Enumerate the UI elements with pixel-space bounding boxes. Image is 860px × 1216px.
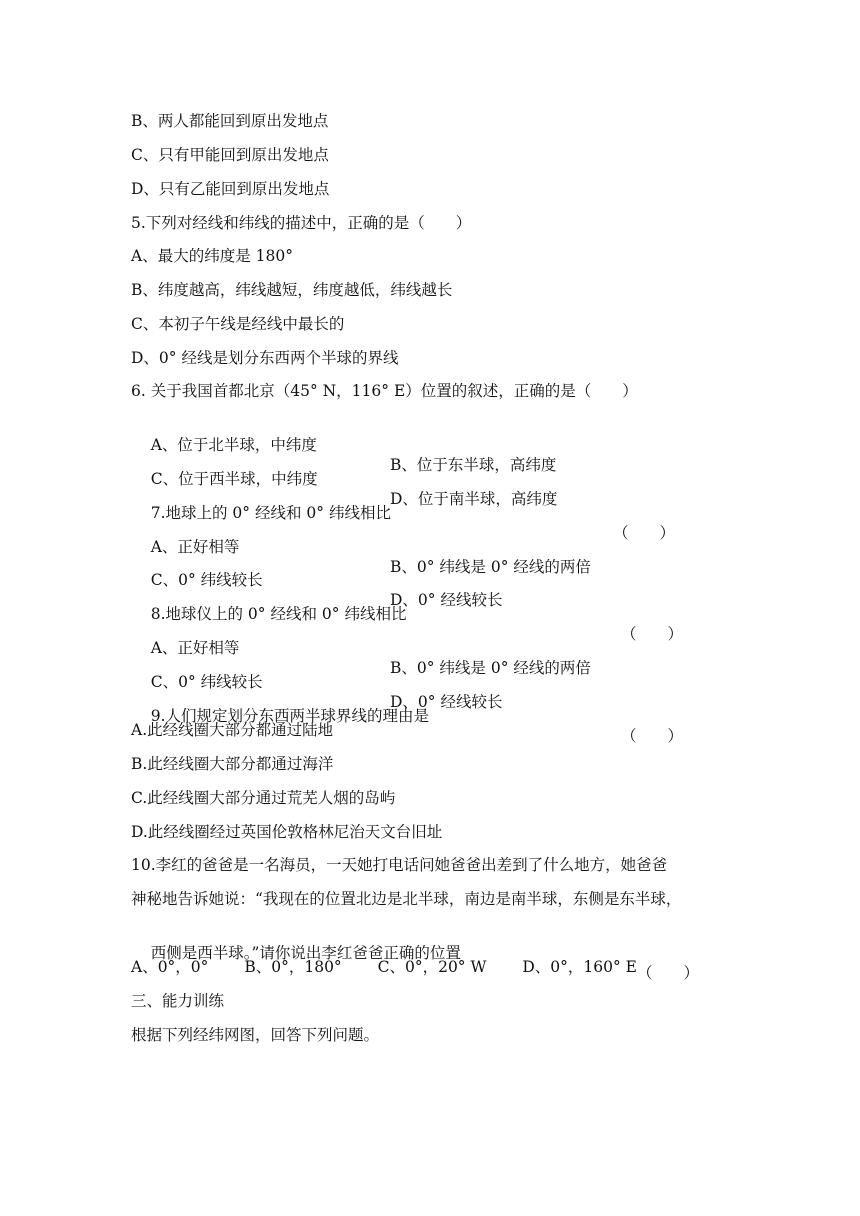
q9-option-a: A.此经线圈大部分都通过陆地	[131, 721, 334, 739]
q8-option-c: C、0° 纬线较长	[150, 673, 263, 691]
q9-option-c: C.此经线圈大部分通过荒芜人烟的岛屿	[131, 789, 396, 807]
q4-option-b: B、两人都能回到原出发地点	[131, 112, 329, 130]
q5-option-c: C、本初子午线是经线中最长的	[131, 315, 345, 333]
question-10-line-1: 10.李红的爸爸是一名海员，一天她打电话问她爸爸出差到了什么地方，她爸爸	[131, 856, 668, 874]
section-3-heading: 三、能力训练	[131, 992, 225, 1010]
section-3-intro: 根据下列经纬网图，回答下列问题。	[131, 1026, 380, 1044]
question-6: 6. 关于我国首都北京（45° N，116° E）位置的叙述，正确的是（ ）	[131, 382, 638, 400]
q6-option-c: C、位于西半球，中纬度	[150, 470, 318, 488]
question-8: 8.地球仪上的 0° 经线和 0° 纬线相比	[150, 605, 407, 623]
q7-option-d: D、0° 经线较长	[390, 591, 503, 609]
q7-option-c: C、0° 纬线较长	[150, 571, 263, 589]
q9-option-d: D.此经线圈经过英国伦敦格林尼治天文台旧址	[131, 823, 443, 841]
question-9: 9.人们规定划分东西两半球界线的理由是	[150, 707, 430, 725]
q8-option-d: D、0° 经线较长	[390, 693, 503, 711]
q7-option-b: B、0° 纬线是 0° 经线的两倍	[390, 558, 591, 576]
q10-answer-paren: （ ）	[637, 964, 700, 982]
question-10-line-2: 神秘地告诉她说：“我现在的位置北边是北半球，南边是南半球，东侧是东半球，	[131, 890, 682, 908]
q9-answer-paren: （ ）	[621, 727, 684, 745]
q8-option-b: B、0° 纬线是 0° 经线的两倍	[390, 659, 591, 677]
q7-answer-paren: （ ）	[613, 524, 676, 542]
q10-options: A、0°，0° B、0°，180° C、0°，20° W D、0°，160° E	[131, 958, 637, 976]
q4-option-d: D、只有乙能回到原出发地点	[131, 180, 330, 198]
q6-option-b: B、位于东半球，高纬度	[390, 456, 557, 474]
q5-option-b: B、纬度越高，纬线越短，纬度越低，纬线越长	[131, 281, 453, 299]
question-5: 5.下列对经线和纬线的描述中，正确的是（ ）	[131, 214, 472, 232]
q5-option-d: D、0° 经线是划分东西两个半球的界线	[131, 349, 399, 367]
q9-option-b: B.此经线圈大部分都通过海洋	[131, 755, 334, 773]
q6-option-a: A、位于北半球，中纬度	[150, 436, 317, 454]
q8-answer-paren: （ ）	[621, 625, 684, 643]
question-7: 7.地球上的 0° 经线和 0° 纬线相比	[150, 504, 391, 522]
question-10-line-3: 西侧是西半球。”请你说出李红爸爸正确的位置	[150, 944, 461, 962]
q6-option-d: D、位于南半球，高纬度	[390, 490, 558, 508]
q8-option-a: A、正好相等	[150, 639, 240, 657]
q4-option-c: C、只有甲能回到原出发地点	[131, 146, 329, 164]
q5-option-a: A、最大的纬度是 180°	[131, 247, 293, 265]
q7-option-a: A、正好相等	[150, 538, 240, 556]
